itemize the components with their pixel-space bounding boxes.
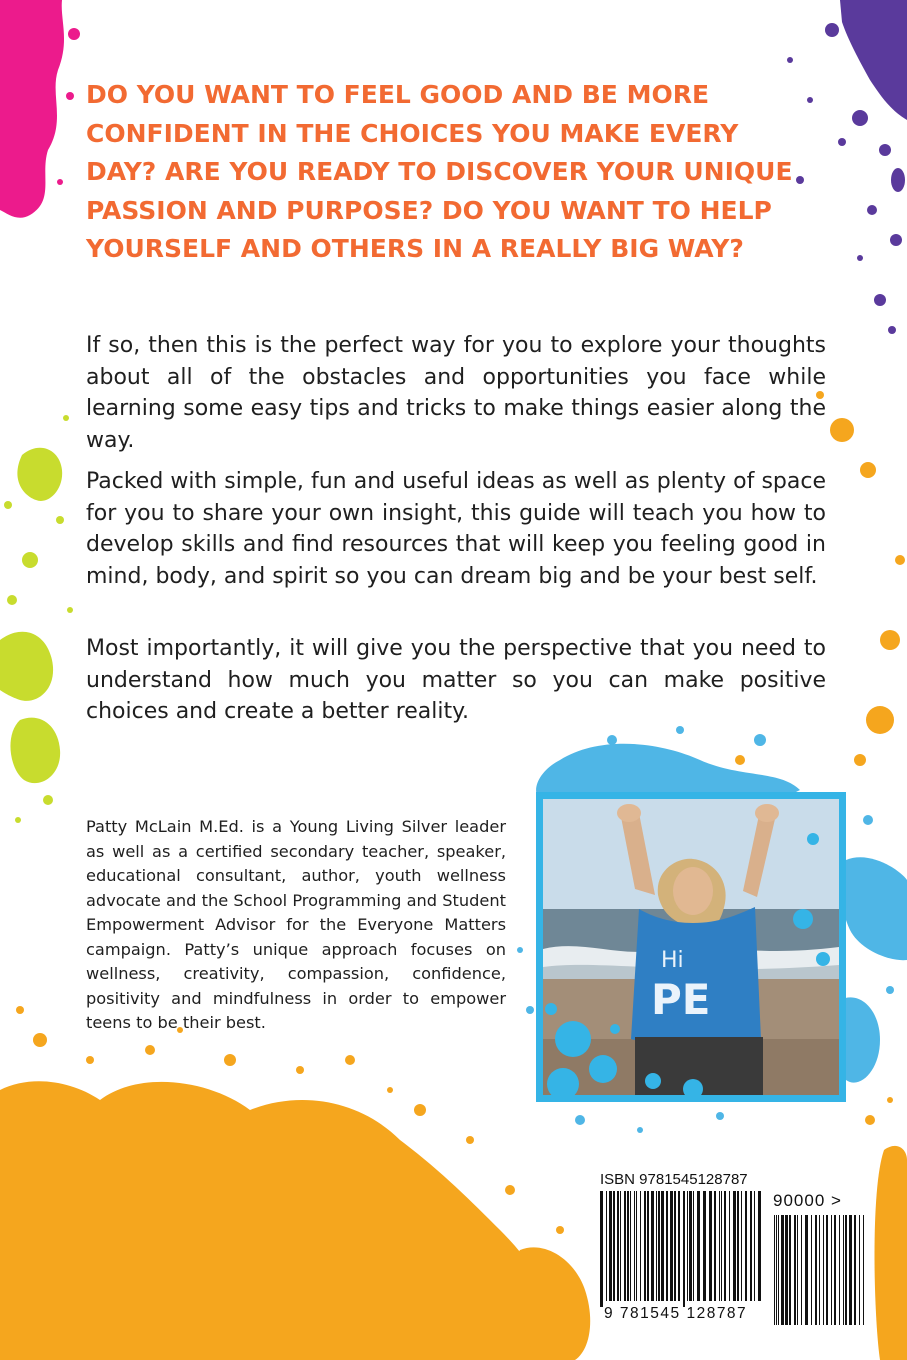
barcode-bar <box>859 1215 860 1325</box>
barcode-bar <box>729 1191 730 1301</box>
barcode-bar <box>826 1215 828 1325</box>
shirt-hi-text: Hi <box>661 948 684 973</box>
barcode-bar <box>758 1191 761 1301</box>
barcode-bar <box>774 1215 775 1325</box>
barcode-bar <box>733 1191 736 1301</box>
author-photo <box>536 792 846 1102</box>
barcode-bar <box>854 1215 856 1325</box>
barcode-bar <box>801 1215 802 1325</box>
barcode-bar <box>834 1215 836 1325</box>
barcode-bar <box>785 1215 788 1325</box>
barcode-bar <box>627 1191 629 1301</box>
barcode-bar <box>863 1215 864 1325</box>
barcode-bar <box>644 1191 646 1301</box>
barcode-bar <box>647 1191 649 1301</box>
isbn-digits: 9 781545 128787 <box>604 1305 748 1322</box>
barcode-bar <box>794 1215 796 1325</box>
barcode-bar <box>714 1191 716 1301</box>
barcode-bar <box>624 1191 626 1301</box>
barcode-bar <box>670 1191 673 1301</box>
barcode-bar <box>805 1215 808 1325</box>
barcode-bar <box>613 1191 615 1301</box>
body-paragraph-1: If so, then this is the perfect way for you to explore your thoughts about all of the obstacles and opportunities you face while learning some easy tips and tricks to make things easier along the way. <box>86 333 826 453</box>
barcode-bar <box>630 1191 631 1301</box>
barcode-bar <box>703 1191 706 1301</box>
barcode-bar <box>687 1191 688 1301</box>
barcode-bar <box>839 1215 840 1325</box>
barcode-bar <box>661 1191 664 1301</box>
barcode-bar <box>656 1191 657 1301</box>
barcode-bar <box>683 1191 685 1307</box>
barcode-bar <box>600 1191 603 1307</box>
barcode-bar <box>750 1191 752 1301</box>
body-paragraph-2: Packed with simple, fun and useful ideas as well as plenty of space for you to share your own insight, this guide will teach you how to develop skills and find resources that will keep you feeling good in mind, body, and spirit so you can dream big and be your best self. <box>86 469 826 589</box>
barcode-bar <box>797 1215 798 1325</box>
price-code: 90000 > <box>773 1191 842 1210</box>
barcode-bar <box>741 1191 742 1301</box>
barcode-bar <box>719 1191 720 1301</box>
barcode-bar <box>709 1191 712 1301</box>
barcode-bar <box>831 1215 832 1325</box>
barcode-bar <box>724 1191 726 1301</box>
barcode-bar <box>697 1191 700 1301</box>
barcode-bar <box>745 1191 747 1301</box>
barcode-bar <box>640 1191 641 1301</box>
isbn-label: ISBN 9781545128787 <box>600 1171 748 1188</box>
barcode-bar <box>845 1215 847 1325</box>
barcode-bar <box>634 1191 635 1301</box>
barcode-bar <box>815 1215 817 1325</box>
barcode-bar <box>849 1215 852 1325</box>
barcode-bar <box>666 1191 668 1301</box>
barcode-bar <box>651 1191 654 1301</box>
body-paragraph-3: Most importantly, it will give you the perspective that you need to understand how much you matter so you can make positive choices and create a better reality. <box>86 636 826 724</box>
barcode-bar <box>693 1191 694 1301</box>
barcode-bar <box>823 1215 824 1325</box>
barcode-bar <box>721 1191 722 1301</box>
barcode-bar <box>843 1215 844 1325</box>
barcode-bar <box>811 1215 812 1325</box>
barcode-bar <box>754 1191 755 1301</box>
barcode-bar <box>737 1191 739 1301</box>
barcode-bar <box>819 1215 820 1325</box>
barcode-bar <box>689 1191 692 1301</box>
barcode-block <box>594 1169 874 1331</box>
barcode-bar <box>678 1191 680 1301</box>
barcode-bar <box>636 1191 637 1301</box>
barcode-bar <box>617 1191 619 1301</box>
barcode-bar <box>781 1215 784 1325</box>
barcode-bar <box>658 1191 660 1301</box>
barcode-bar <box>776 1215 777 1325</box>
barcode-bar <box>778 1215 779 1325</box>
headline: DO YOU WANT TO FEEL GOOD AND BE MORE CONFIDENT IN THE CHOICES YOU MAKE EVERY DAY? ARE YOU READY TO DISCOVER YOUR UNIQUE PASSION AND PURPOSE? DO YOU WANT TO HELP YOURSELF AND OTHERS IN A REALLY BIG WAY? <box>86 80 793 263</box>
shirt-lettering: PE <box>651 975 711 1024</box>
barcode-bar <box>789 1215 791 1325</box>
barcode-bar <box>606 1191 607 1301</box>
barcode-bar <box>674 1191 676 1301</box>
author-bio: Patty McLain M.Ed. is a Young Living Silver leader as well as a certified secondary teacher, speaker, educational consultant, author, youth wellness advocate and the School Programming and Student Empowerment Advisor for the Everyone Matters campaign. Patty’s unique approach focuses on wellness, creativity, compassion, confidence, positivity and mindfulness in order to empower teens to be their best. <box>86 817 506 1032</box>
barcode-bar <box>620 1191 621 1301</box>
barcode-bar <box>609 1191 612 1301</box>
author-photo-image <box>543 799 839 1095</box>
